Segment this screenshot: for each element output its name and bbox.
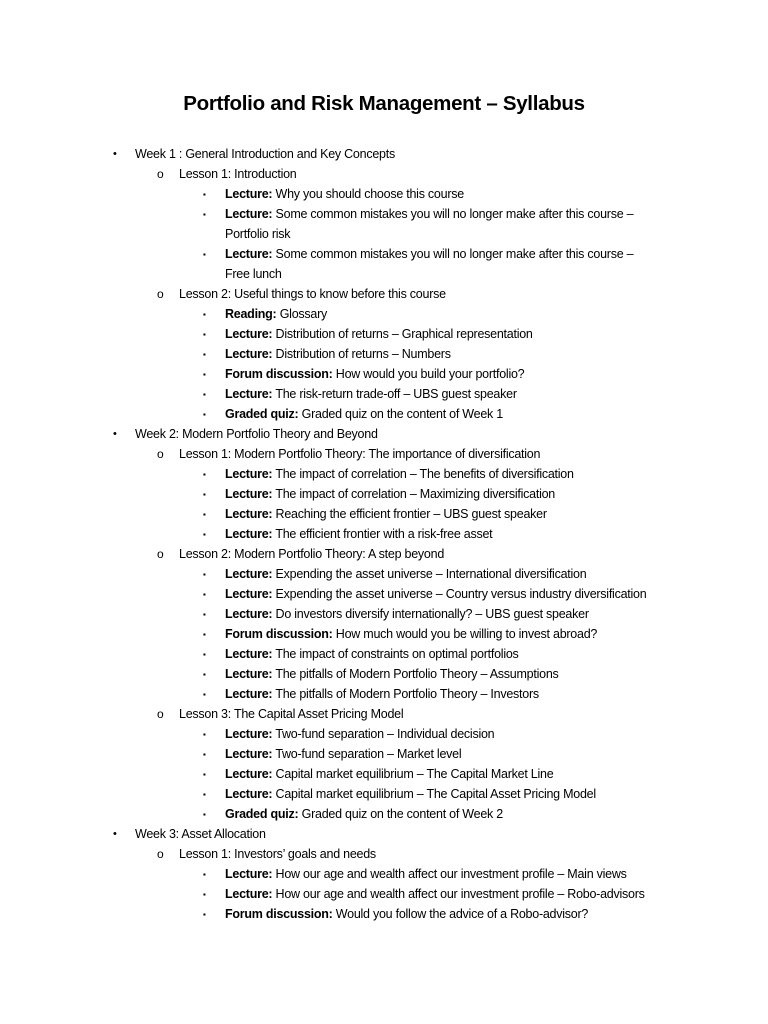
item-text [225,764,553,784]
week-label: Week 2: Modern Portfolio Theory and Beyond [135,427,378,441]
page-title: Portfolio and Risk Management – Syllabus [183,92,585,115]
lesson-heading [0,284,768,304]
list-item [0,484,768,504]
list-item [0,344,768,364]
week-heading [0,824,768,844]
item-kind: Lecture: [225,787,273,801]
circle-bullet-icon: o [157,167,164,181]
item-description: Some common mistakes you will no longer make after this course – [272,247,634,261]
lesson-label: Lesson 3: The Capital Asset Pricing Model [179,707,404,721]
item-description: The impact of correlation – The benefits of diversification [272,467,574,481]
item-kind: Lecture: [225,867,273,881]
item-description: Glossary [276,307,328,321]
list-item [0,864,768,884]
week-heading [0,424,768,444]
square-bullet-icon: ▪ [203,410,206,419]
item-kind: Forum discussion: [225,907,333,921]
item-text [225,684,539,704]
week-label: Week 3: Asset Allocation [135,827,266,841]
list-item [0,904,768,924]
item-text [225,744,461,764]
item-description: The efficient frontier with a risk-free asset [272,527,493,541]
list-item [0,804,768,824]
square-bullet-icon: ▪ [203,370,206,379]
item-text [225,884,645,904]
item-text [225,384,517,404]
list-item [0,404,768,424]
square-bullet-icon: ▪ [203,890,206,899]
square-bullet-icon: ▪ [203,670,206,679]
item-text [225,644,519,664]
square-bullet-icon: ▪ [203,570,206,579]
item-text [225,584,646,604]
item-description: How our age and wealth affect our investment profile – Robo-advisors [272,887,645,901]
item-kind: Graded quiz: [225,807,299,821]
list-item [0,364,768,384]
circle-bullet-icon: o [157,547,164,561]
list-item [0,884,768,904]
bullet-icon: • [113,148,117,160]
item-kind: Graded quiz: [225,407,299,421]
list-item [0,624,768,644]
item-description: Reaching the efficient frontier – UBS guest speaker [272,507,547,521]
list-item [0,604,768,624]
item-description: Graded quiz on the content of Week 1 [298,407,503,421]
list-item [0,644,768,664]
item-description: Graded quiz on the content of Week 2 [298,807,503,821]
item-description: How would you build your portfolio? [332,367,525,381]
item-description: Two-fund separation – Market level [272,747,462,761]
item-kind: Lecture: [225,747,273,761]
item-description: Capital market equilibrium – The Capital Asset Pricing Model [272,787,596,801]
list-item [0,184,768,204]
square-bullet-icon: ▪ [203,690,206,699]
circle-bullet-icon: o [157,707,164,721]
circle-bullet-icon: o [157,447,164,461]
item-kind: Lecture: [225,487,273,501]
item-kind: Lecture: [225,347,273,361]
list-item [0,664,768,684]
item-description: Would you follow the advice of a Robo-advisor? [332,907,589,921]
lesson-heading [0,444,768,464]
item-text [225,664,559,684]
list-item [0,304,768,324]
syllabus-outline [0,144,768,924]
list-item [0,244,768,264]
list-item-continuation [0,264,768,284]
item-text [225,864,627,884]
item-kind: Lecture: [225,607,273,621]
week-label: Week 1 : General Introduction and Key Concepts [135,147,395,161]
item-kind: Lecture: [225,887,273,901]
item-continuation-text: Free lunch [225,267,282,281]
item-kind: Lecture: [225,767,273,781]
item-description: The pitfalls of Modern Portfolio Theory – Assumptions [272,667,559,681]
week-heading [0,144,768,164]
square-bullet-icon: ▪ [203,610,206,619]
item-kind: Lecture: [225,467,273,481]
square-bullet-icon: ▪ [203,330,206,339]
item-description: Distribution of returns – Numbers [272,347,451,361]
item-continuation-text: Portfolio risk [225,227,291,241]
square-bullet-icon: ▪ [203,590,206,599]
item-text [225,804,503,824]
square-bullet-icon: ▪ [203,530,206,539]
item-text [225,724,494,744]
item-kind: Lecture: [225,527,273,541]
list-item [0,384,768,404]
square-bullet-icon: ▪ [203,650,206,659]
item-text [225,904,588,924]
lesson-label: Lesson 2: Modern Portfolio Theory: A step beyond [179,547,445,561]
item-kind: Lecture: [225,507,273,521]
lesson-heading [0,164,768,184]
item-text [225,524,492,544]
item-kind: Lecture: [225,667,273,681]
item-description: Expending the asset universe – International diversification [272,567,587,581]
item-description: How our age and wealth affect our investment profile – Main views [272,867,627,881]
item-kind: Lecture: [225,687,273,701]
square-bullet-icon: ▪ [203,510,206,519]
item-description: The impact of correlation – Maximizing diversification [272,487,555,501]
item-text [225,604,589,624]
item-text [225,784,596,804]
item-text [225,564,586,584]
item-text [225,364,524,384]
square-bullet-icon: ▪ [203,250,206,259]
square-bullet-icon: ▪ [203,630,206,639]
list-item [0,784,768,804]
item-text [225,304,327,324]
item-description: The risk-return trade-off – UBS guest speaker [272,387,517,401]
item-description: Do investors diversify internationally? – UBS guest speaker [272,607,589,621]
bullet-icon: • [113,828,117,840]
item-kind: Lecture: [225,567,273,581]
item-kind: Forum discussion: [225,367,333,381]
item-kind: Lecture: [225,387,273,401]
square-bullet-icon: ▪ [203,470,206,479]
square-bullet-icon: ▪ [203,790,206,799]
item-description: Capital market equilibrium – The Capital Market Line [272,767,554,781]
item-description: Some common mistakes you will no longer make after this course – [272,207,634,221]
item-description: The impact of constraints on optimal portfolios [272,647,519,661]
item-description: Distribution of returns – Graphical representation [272,327,533,341]
list-item [0,764,768,784]
lesson-label: Lesson 2: Useful things to know before this course [179,287,446,301]
item-kind: Lecture: [225,327,273,341]
circle-bullet-icon: o [157,287,164,301]
circle-bullet-icon: o [157,847,164,861]
item-text [225,184,464,204]
item-kind: Lecture: [225,207,273,221]
square-bullet-icon: ▪ [203,310,206,319]
item-kind: Forum discussion: [225,627,333,641]
item-kind: Reading: [225,307,277,321]
item-kind: Lecture: [225,647,273,661]
item-text [225,204,633,224]
lesson-label: Lesson 1: Introduction [179,167,297,181]
item-text [225,504,547,524]
item-text [225,324,533,344]
bullet-icon: • [113,428,117,440]
item-text [225,404,503,424]
list-item [0,744,768,764]
lesson-heading [0,844,768,864]
item-kind: Lecture: [225,247,273,261]
item-kind: Lecture: [225,727,273,741]
list-item [0,324,768,344]
item-description: Two-fund separation – Individual decision [272,727,495,741]
square-bullet-icon: ▪ [203,390,206,399]
lesson-label: Lesson 1: Modern Portfolio Theory: The importance of diversification [179,447,541,461]
square-bullet-icon: ▪ [203,730,206,739]
lesson-label: Lesson 1: Investors’ goals and needs [179,847,376,861]
square-bullet-icon: ▪ [203,190,206,199]
item-description: Expending the asset universe – Country versus industry diversification [272,587,647,601]
item-description: The pitfalls of Modern Portfolio Theory – Investors [272,687,539,701]
item-text [225,484,555,504]
item-text [225,464,574,484]
list-item-continuation [0,224,768,244]
item-description: Why you should choose this course [272,187,464,201]
square-bullet-icon: ▪ [203,810,206,819]
square-bullet-icon: ▪ [203,490,206,499]
square-bullet-icon: ▪ [203,350,206,359]
list-item [0,504,768,524]
item-text [225,344,451,364]
square-bullet-icon: ▪ [203,210,206,219]
list-item [0,684,768,704]
item-kind: Lecture: [225,587,273,601]
list-item [0,564,768,584]
list-item [0,724,768,744]
item-text [225,624,597,644]
lesson-heading [0,704,768,724]
item-description: How much would you be willing to invest abroad? [332,627,598,641]
square-bullet-icon: ▪ [203,870,206,879]
item-text [225,244,633,264]
square-bullet-icon: ▪ [203,910,206,919]
list-item [0,204,768,224]
list-item [0,524,768,544]
square-bullet-icon: ▪ [203,750,206,759]
item-kind: Lecture: [225,187,273,201]
list-item [0,464,768,484]
square-bullet-icon: ▪ [203,770,206,779]
list-item [0,584,768,604]
lesson-heading [0,544,768,564]
